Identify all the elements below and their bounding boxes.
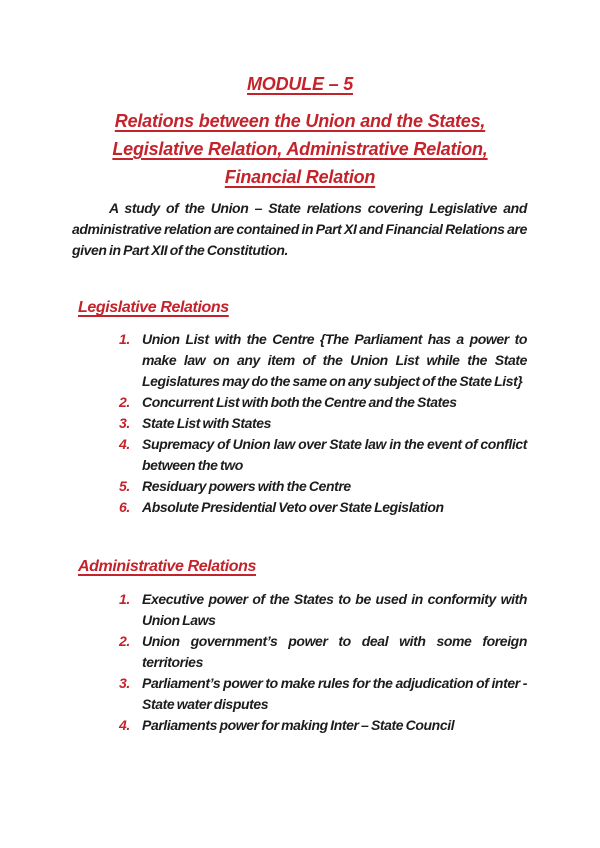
administrative-relations-list [0, 589, 600, 736]
section-heading-legislative-relations: Legislative Relations [78, 299, 229, 316]
section-heading-administrative-relations: Administrative Relations [78, 558, 257, 575]
legislative-relations-list [0, 329, 600, 518]
list-item [119, 497, 527, 518]
list-item [119, 434, 527, 476]
item-text: State List with States [142, 415, 272, 431]
item-number: 4. [119, 436, 130, 452]
item-number: 3. [119, 675, 130, 691]
item-number: 3. [119, 415, 130, 431]
subtitle-line-1: Relations between the Union and the States, [114, 111, 486, 131]
item-number: 1. [119, 331, 130, 347]
item-number: 4. [119, 717, 130, 733]
item-text: Supremacy of Union law over State law in the event of conflict between the two [142, 436, 527, 473]
item-number: 6. [119, 499, 130, 515]
item-number: 5. [119, 478, 130, 494]
item-number: 2. [119, 394, 130, 410]
list-item [119, 413, 527, 434]
item-text: Union government’s power to deal with some foreign territories [142, 633, 527, 670]
list-item [119, 715, 527, 736]
item-text: Absolute Presidential Veto over State Legislation [142, 499, 444, 515]
item-text: Parliament’s power to make rules for the adjudication of inter -State water disputes [142, 675, 527, 712]
module-title: MODULE – 5 [246, 74, 354, 94]
item-text: Executive power of the States to be used in conformity with Union Laws [142, 591, 527, 628]
item-text: Concurrent List with both the Centre and the States [142, 394, 457, 410]
list-item [119, 392, 527, 413]
list-item [119, 673, 527, 715]
subtitle-line-2: Legislative Relation, Administrative Relation, [112, 139, 488, 159]
list-item [119, 631, 527, 673]
subtitle-line-3: Financial Relation [224, 167, 376, 187]
document-subtitle [0, 107, 600, 191]
list-item [119, 329, 527, 392]
item-text: Union List with the Centre {The Parliament has a power to make law on any item of the Union List while the State Legislatures may do the same on any subject of the State List} [142, 331, 527, 389]
list-item [119, 476, 527, 497]
intro-paragraph: A study of the Union – State relations covering Legislative and administrative relation are contained in Part XI and Financial Relations are given in Part XII of the Constitution. [72, 200, 527, 258]
item-number: 1. [119, 591, 130, 607]
list-item [119, 589, 527, 631]
item-number: 2. [119, 633, 130, 649]
item-text: Parliaments power for making Inter – State Council [142, 717, 455, 733]
item-text: Residuary powers with the Centre [142, 478, 351, 494]
